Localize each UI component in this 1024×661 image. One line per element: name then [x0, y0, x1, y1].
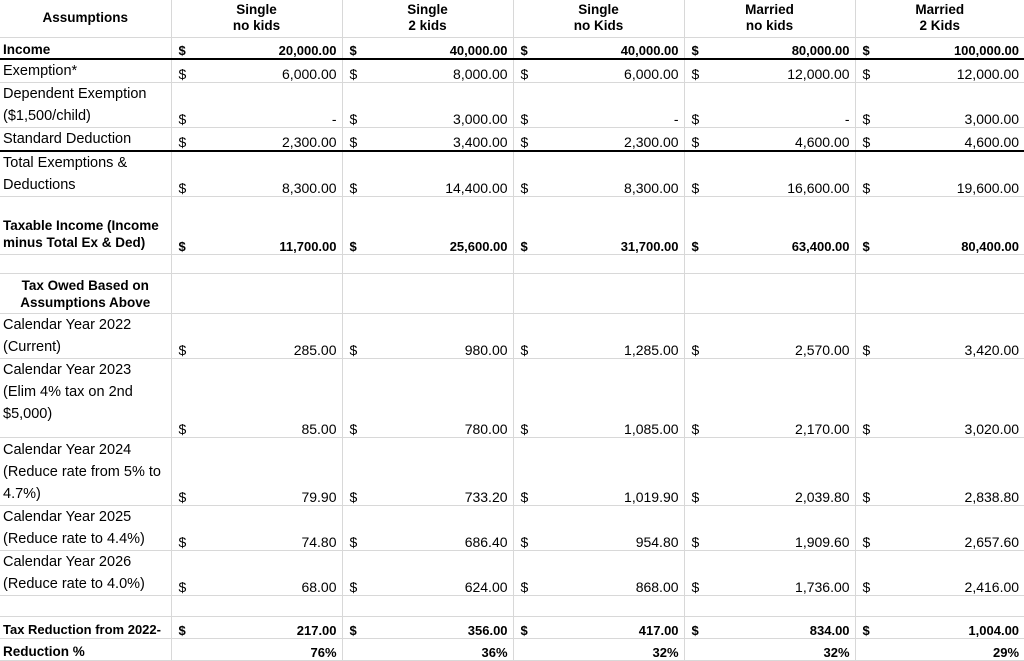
row-label: Calendar Year 2022 (Current) — [0, 314, 171, 359]
currency-symbol: $ — [171, 617, 201, 639]
header-row — [0, 0, 1024, 37]
cell-value: 31,700.00 — [543, 197, 684, 255]
currency-symbol: $ — [513, 617, 543, 639]
currency-symbol: $ — [171, 359, 201, 438]
cell-value: 285.00 — [201, 314, 342, 359]
row-label: Calendar Year 2023 (Elim 4% tax on 2nd $5,000) — [0, 359, 171, 438]
cell-value: 2,300.00 — [543, 128, 684, 152]
cell-value: 16,600.00 — [714, 151, 855, 197]
cell-value: 3,000.00 — [372, 83, 513, 128]
row-label: Reduction % — [0, 639, 171, 661]
cell-value: - — [543, 83, 684, 128]
cell-value: 2,170.00 — [714, 359, 855, 438]
cell-value: 980.00 — [372, 314, 513, 359]
cell-value: 4,600.00 — [885, 128, 1024, 152]
cell-value: 1,004.00 — [885, 617, 1024, 639]
cell-value: 954.80 — [543, 506, 684, 551]
cell-value: 40,000.00 — [543, 37, 684, 59]
cell-value: 624.00 — [372, 551, 513, 596]
cell-value: 79.90 — [201, 438, 342, 506]
currency-symbol: $ — [684, 551, 714, 596]
table-row — [0, 83, 1024, 128]
cell-value: 74.80 — [201, 506, 342, 551]
cell-value: 32% — [513, 639, 684, 661]
currency-symbol: $ — [171, 506, 201, 551]
cell-value: 3,420.00 — [885, 314, 1024, 359]
currency-symbol: $ — [171, 151, 201, 197]
cell-value: 12,000.00 — [885, 59, 1024, 83]
currency-symbol: $ — [342, 551, 372, 596]
currency-symbol: $ — [513, 128, 543, 152]
currency-symbol: $ — [513, 551, 543, 596]
currency-symbol: $ — [342, 197, 372, 255]
assumptions-header: Assumptions — [0, 0, 171, 37]
cell-value: 8,300.00 — [201, 151, 342, 197]
currency-symbol: $ — [684, 359, 714, 438]
column-header-5: Married 2 Kids — [855, 0, 1024, 37]
cell-value: 868.00 — [543, 551, 684, 596]
column-header-4: Married no kids — [684, 0, 855, 37]
cell-value: 100,000.00 — [885, 37, 1024, 59]
currency-symbol: $ — [171, 197, 201, 255]
currency-symbol: $ — [855, 551, 885, 596]
cell-value: 780.00 — [372, 359, 513, 438]
currency-symbol: $ — [342, 314, 372, 359]
row-label: Income — [0, 37, 171, 59]
table-row — [0, 438, 1024, 506]
row-label: Standard Deduction — [0, 128, 171, 152]
currency-symbol: $ — [855, 151, 885, 197]
currency-symbol: $ — [171, 438, 201, 506]
column-header-3: Single no Kids — [513, 0, 684, 37]
currency-symbol: $ — [684, 506, 714, 551]
cell-value: 686.40 — [372, 506, 513, 551]
currency-symbol: $ — [171, 83, 201, 128]
currency-symbol: $ — [684, 151, 714, 197]
blank-row — [0, 596, 1024, 617]
cell-value: 4,600.00 — [714, 128, 855, 152]
cell-value: 8,300.00 — [543, 151, 684, 197]
cell-value: 32% — [684, 639, 855, 661]
row-label: Exemption* — [0, 59, 171, 83]
currency-symbol: $ — [855, 197, 885, 255]
cell-value: 20,000.00 — [201, 37, 342, 59]
currency-symbol: $ — [513, 83, 543, 128]
cell-value: 6,000.00 — [543, 59, 684, 83]
currency-symbol: $ — [171, 128, 201, 152]
currency-symbol: $ — [855, 128, 885, 152]
cell-value: - — [201, 83, 342, 128]
cell-value: 733.20 — [372, 438, 513, 506]
currency-symbol: $ — [342, 359, 372, 438]
currency-symbol: $ — [513, 314, 543, 359]
currency-symbol: $ — [855, 83, 885, 128]
column-header-1: Single no kids — [171, 0, 342, 37]
currency-symbol: $ — [513, 359, 543, 438]
cell-value: 40,000.00 — [372, 37, 513, 59]
currency-symbol: $ — [171, 59, 201, 83]
currency-symbol: $ — [684, 59, 714, 83]
currency-symbol: $ — [684, 128, 714, 152]
table-row — [0, 551, 1024, 596]
column-header-2: Single 2 kids — [342, 0, 513, 37]
currency-symbol: $ — [855, 438, 885, 506]
cell-value: 3,000.00 — [885, 83, 1024, 128]
cell-value: 1,736.00 — [714, 551, 855, 596]
currency-symbol: $ — [684, 617, 714, 639]
cell-value: 2,039.80 — [714, 438, 855, 506]
cell-value: 2,657.60 — [885, 506, 1024, 551]
cell-value: 68.00 — [201, 551, 342, 596]
currency-symbol: $ — [513, 197, 543, 255]
cell-value: 14,400.00 — [372, 151, 513, 197]
cell-value: 834.00 — [714, 617, 855, 639]
currency-symbol: $ — [342, 438, 372, 506]
cell-value: 2,838.80 — [885, 438, 1024, 506]
table-row — [0, 506, 1024, 551]
currency-symbol: $ — [855, 359, 885, 438]
cell-value: 1,285.00 — [543, 314, 684, 359]
cell-value: 217.00 — [201, 617, 342, 639]
cell-value: 85.00 — [201, 359, 342, 438]
currency-symbol: $ — [855, 314, 885, 359]
row-label: Calendar Year 2025 (Reduce rate to 4.4%) — [0, 506, 171, 551]
cell-value: 63,400.00 — [714, 197, 855, 255]
currency-symbol: $ — [171, 37, 201, 59]
currency-symbol: $ — [342, 617, 372, 639]
currency-symbol: $ — [171, 314, 201, 359]
currency-symbol: $ — [513, 438, 543, 506]
table-row — [0, 128, 1024, 152]
section-header-row — [0, 274, 1024, 314]
currency-symbol: $ — [513, 506, 543, 551]
currency-symbol: $ — [342, 83, 372, 128]
cell-value: 8,000.00 — [372, 59, 513, 83]
cell-value: 1,085.00 — [543, 359, 684, 438]
cell-value: 11,700.00 — [201, 197, 342, 255]
cell-value: 2,570.00 — [714, 314, 855, 359]
currency-symbol: $ — [855, 506, 885, 551]
currency-symbol: $ — [342, 151, 372, 197]
cell-value: 3,400.00 — [372, 128, 513, 152]
cell-value: 80,000.00 — [714, 37, 855, 59]
currency-symbol: $ — [342, 59, 372, 83]
row-label: Total Exemptions & Deductions — [0, 151, 171, 197]
row-label: Taxable Income (Income minus Total Ex & Ded) — [0, 197, 171, 255]
table-row — [0, 617, 1024, 639]
currency-symbol: $ — [684, 37, 714, 59]
table-row — [0, 359, 1024, 438]
cell-value: 80,400.00 — [885, 197, 1024, 255]
cell-value: 2,300.00 — [201, 128, 342, 152]
row-label: Calendar Year 2024 (Reduce rate from 5% to 4.7%) — [0, 438, 171, 506]
row-label: Tax Reduction from 2022- — [0, 617, 171, 639]
currency-symbol: $ — [513, 59, 543, 83]
table-row — [0, 59, 1024, 83]
table-row — [0, 314, 1024, 359]
cell-value: 2,416.00 — [885, 551, 1024, 596]
cell-value: 76% — [171, 639, 342, 661]
cell-value: 19,600.00 — [885, 151, 1024, 197]
currency-symbol: $ — [342, 506, 372, 551]
cell-value: 417.00 — [543, 617, 684, 639]
currency-symbol: $ — [855, 37, 885, 59]
currency-symbol: $ — [684, 83, 714, 128]
currency-symbol: $ — [684, 314, 714, 359]
currency-symbol: $ — [513, 37, 543, 59]
section-header: Tax Owed Based on Assumptions Above — [0, 274, 171, 314]
currency-symbol: $ — [342, 37, 372, 59]
row-label: Dependent Exemption ($1,500/child) — [0, 83, 171, 128]
cell-value: 1,909.60 — [714, 506, 855, 551]
currency-symbol: $ — [684, 438, 714, 506]
cell-value: 6,000.00 — [201, 59, 342, 83]
currency-symbol: $ — [855, 617, 885, 639]
cell-value: 36% — [342, 639, 513, 661]
cell-value: - — [714, 83, 855, 128]
row-label: Calendar Year 2026 (Reduce rate to 4.0%) — [0, 551, 171, 596]
table-row — [0, 639, 1024, 661]
cell-value: 356.00 — [372, 617, 513, 639]
table-row — [0, 151, 1024, 197]
currency-symbol: $ — [513, 151, 543, 197]
currency-symbol: $ — [855, 59, 885, 83]
cell-value: 25,600.00 — [372, 197, 513, 255]
cell-value: 1,019.90 — [543, 438, 684, 506]
currency-symbol: $ — [342, 128, 372, 152]
blank-row — [0, 255, 1024, 274]
cell-value: 29% — [855, 639, 1024, 661]
table-row — [0, 37, 1024, 59]
table-row — [0, 197, 1024, 255]
cell-value: 12,000.00 — [714, 59, 855, 83]
currency-symbol: $ — [684, 197, 714, 255]
currency-symbol: $ — [171, 551, 201, 596]
cell-value: 3,020.00 — [885, 359, 1024, 438]
